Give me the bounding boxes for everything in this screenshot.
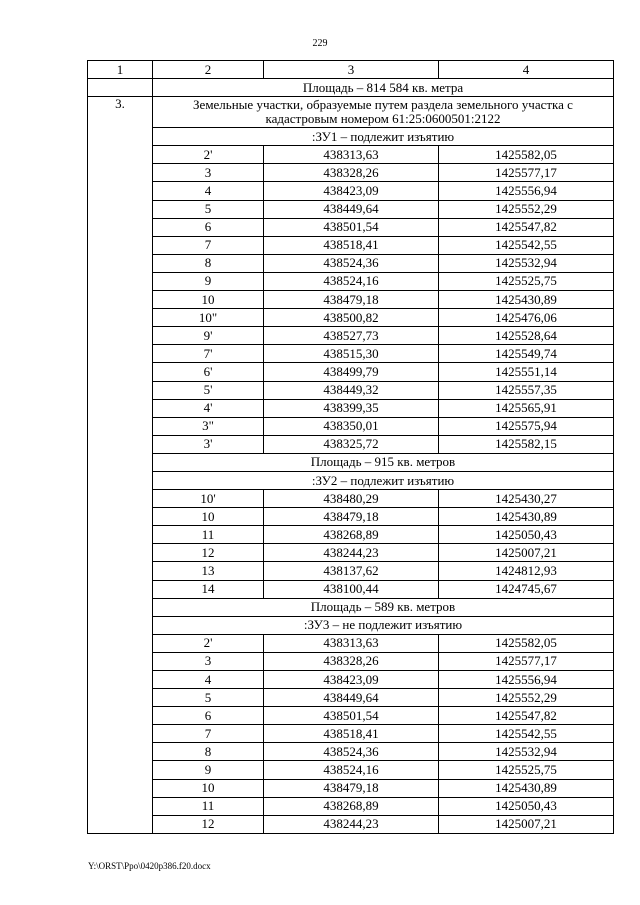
coordinate-y: 1425430,89 xyxy=(439,508,614,526)
coordinate-x: 438479,18 xyxy=(264,508,439,526)
header-col-4: 4 xyxy=(439,61,614,79)
section-area: Площадь – 915 кв. метров xyxy=(153,453,614,471)
coordinate-y: 1425542,55 xyxy=(439,236,614,254)
coordinate-y: 1425577,17 xyxy=(439,164,614,182)
coordinate-x: 438501,54 xyxy=(264,707,439,725)
coordinate-row xyxy=(88,291,614,309)
point-number: 7' xyxy=(153,345,264,363)
coordinate-x: 438524,36 xyxy=(264,743,439,761)
coordinate-x: 438325,72 xyxy=(264,435,439,453)
point-number: 6 xyxy=(153,218,264,236)
point-number: 10' xyxy=(153,490,264,508)
item-description-row xyxy=(88,97,614,128)
coordinate-x: 438449,64 xyxy=(264,689,439,707)
point-number: 6 xyxy=(153,707,264,725)
coordinate-row xyxy=(88,309,614,327)
point-number: 11 xyxy=(153,797,264,815)
coordinate-row xyxy=(88,363,614,381)
coordinate-row xyxy=(88,146,614,164)
coordinates-table-body xyxy=(88,61,614,834)
point-number: 6' xyxy=(153,363,264,381)
point-number: 3" xyxy=(153,417,264,435)
coordinate-row xyxy=(88,327,614,345)
coordinate-y: 1425532,94 xyxy=(439,743,614,761)
coordinate-row xyxy=(88,562,614,580)
coordinate-y: 1425582,15 xyxy=(439,435,614,453)
header-col-3: 3 xyxy=(264,61,439,79)
point-number: 12 xyxy=(153,544,264,562)
point-number: 3 xyxy=(153,652,264,670)
area-row-top xyxy=(88,79,614,97)
coordinate-x: 438244,23 xyxy=(264,544,439,562)
point-number: 7 xyxy=(153,725,264,743)
coordinate-x: 438518,41 xyxy=(264,236,439,254)
coordinate-x: 438350,01 xyxy=(264,417,439,435)
coordinate-y: 1425050,43 xyxy=(439,526,614,544)
coordinate-y: 1425552,29 xyxy=(439,689,614,707)
point-number: 8 xyxy=(153,254,264,272)
coordinate-x: 438501,54 xyxy=(264,218,439,236)
section-title: :ЗУ1 – подлежит изъятию xyxy=(153,128,614,146)
coordinate-x: 438515,30 xyxy=(264,345,439,363)
point-number: 4 xyxy=(153,671,264,689)
point-number: 5 xyxy=(153,689,264,707)
coordinate-y: 1425565,91 xyxy=(439,399,614,417)
coordinate-row xyxy=(88,725,614,743)
point-number: 3 xyxy=(153,164,264,182)
coordinate-row xyxy=(88,381,614,399)
blank-cell xyxy=(88,79,153,97)
coordinate-y: 1425528,64 xyxy=(439,327,614,345)
coordinate-row xyxy=(88,399,614,417)
coordinate-y: 1425547,82 xyxy=(439,707,614,725)
coordinate-row xyxy=(88,797,614,815)
coordinate-row xyxy=(88,544,614,562)
coordinate-x: 438100,44 xyxy=(264,580,439,598)
coordinate-x: 438313,63 xyxy=(264,146,439,164)
header-row xyxy=(88,61,614,79)
coordinate-y: 1425551,14 xyxy=(439,363,614,381)
coordinate-row xyxy=(88,272,614,290)
coordinate-x: 438524,16 xyxy=(264,761,439,779)
coordinate-y: 1425556,94 xyxy=(439,671,614,689)
point-number: 3' xyxy=(153,435,264,453)
point-number: 9' xyxy=(153,327,264,345)
coordinate-row xyxy=(88,218,614,236)
coordinate-y: 1425582,05 xyxy=(439,146,614,164)
coordinate-y: 1425007,21 xyxy=(439,815,614,833)
coordinate-row xyxy=(88,182,614,200)
section-area-row xyxy=(88,598,614,616)
point-number: 2' xyxy=(153,634,264,652)
coordinate-row xyxy=(88,417,614,435)
coordinate-x: 438500,82 xyxy=(264,309,439,327)
point-number: 9 xyxy=(153,761,264,779)
coordinate-row xyxy=(88,689,614,707)
coordinate-row xyxy=(88,164,614,182)
point-number: 11 xyxy=(153,526,264,544)
section-area-row xyxy=(88,453,614,471)
coordinate-y: 1425542,55 xyxy=(439,725,614,743)
coordinate-y: 1425476,06 xyxy=(439,309,614,327)
coordinate-row xyxy=(88,815,614,833)
area-total: Площадь – 814 584 кв. метра xyxy=(153,79,614,97)
point-number: 10 xyxy=(153,291,264,309)
coordinate-row xyxy=(88,779,614,797)
coordinate-x: 438449,64 xyxy=(264,200,439,218)
header-col-1: 1 xyxy=(88,61,153,79)
coordinate-x: 438268,89 xyxy=(264,526,439,544)
coordinate-x: 438328,26 xyxy=(264,164,439,182)
coordinate-x: 438268,89 xyxy=(264,797,439,815)
point-number: 10 xyxy=(153,508,264,526)
section-title-row xyxy=(88,128,614,146)
coordinate-row xyxy=(88,236,614,254)
coordinate-row xyxy=(88,707,614,725)
point-number: 10 xyxy=(153,779,264,797)
point-number: 5 xyxy=(153,200,264,218)
footer-file-path: Y:\ORST\Ppo\0420p386.f20.docx xyxy=(88,861,211,871)
coordinate-row xyxy=(88,743,614,761)
coordinate-row xyxy=(88,671,614,689)
coordinate-x: 438137,62 xyxy=(264,562,439,580)
item-description: Земельные участки, образуемые путем раздела земельного участка с кадастровым номером 61:25:0600501:2122 xyxy=(153,97,614,128)
coordinate-x: 438480,29 xyxy=(264,490,439,508)
coordinate-y: 1425549,74 xyxy=(439,345,614,363)
item-number: 3. xyxy=(88,97,153,834)
coordinate-y: 1424745,67 xyxy=(439,580,614,598)
point-number: 8 xyxy=(153,743,264,761)
coordinate-x: 438524,16 xyxy=(264,272,439,290)
coordinate-x: 438499,79 xyxy=(264,363,439,381)
coordinate-row xyxy=(88,345,614,363)
coordinate-y: 1425577,17 xyxy=(439,652,614,670)
coordinate-x: 438524,36 xyxy=(264,254,439,272)
coordinate-y: 1425050,43 xyxy=(439,797,614,815)
page-number: 229 xyxy=(312,38,328,49)
coordinate-y: 1425582,05 xyxy=(439,634,614,652)
point-number: 4' xyxy=(153,399,264,417)
section-area: Площадь – 589 кв. метров xyxy=(153,598,614,616)
point-number: 10" xyxy=(153,309,264,327)
coordinate-y: 1425525,75 xyxy=(439,761,614,779)
coordinate-x: 438449,32 xyxy=(264,381,439,399)
coordinate-y: 1425430,89 xyxy=(439,291,614,309)
coordinate-row xyxy=(88,634,614,652)
coordinate-x: 438479,18 xyxy=(264,779,439,797)
coordinate-row xyxy=(88,652,614,670)
coordinate-row xyxy=(88,254,614,272)
coordinate-y: 1425532,94 xyxy=(439,254,614,272)
coordinate-y: 1425556,94 xyxy=(439,182,614,200)
coordinate-y: 1425552,29 xyxy=(439,200,614,218)
coordinates-table xyxy=(87,60,614,834)
coordinate-x: 438423,09 xyxy=(264,182,439,200)
section-title-row xyxy=(88,616,614,634)
point-number: 12 xyxy=(153,815,264,833)
coordinate-y: 1425007,21 xyxy=(439,544,614,562)
point-number: 4 xyxy=(153,182,264,200)
section-title: :ЗУ3 – не подлежит изъятию xyxy=(153,616,614,634)
coordinate-row xyxy=(88,526,614,544)
coordinate-y: 1425557,35 xyxy=(439,381,614,399)
coordinate-row xyxy=(88,200,614,218)
coordinate-row xyxy=(88,508,614,526)
coordinate-x: 438328,26 xyxy=(264,652,439,670)
point-number: 5' xyxy=(153,381,264,399)
coordinate-x: 438313,63 xyxy=(264,634,439,652)
coordinate-row xyxy=(88,580,614,598)
coordinate-x: 438399,35 xyxy=(264,399,439,417)
coordinate-y: 1425575,94 xyxy=(439,417,614,435)
coordinate-y: 1425430,89 xyxy=(439,779,614,797)
coordinate-y: 1424812,93 xyxy=(439,562,614,580)
point-number: 9 xyxy=(153,272,264,290)
point-number: 2' xyxy=(153,146,264,164)
point-number: 13 xyxy=(153,562,264,580)
coordinate-row xyxy=(88,490,614,508)
coordinate-x: 438518,41 xyxy=(264,725,439,743)
coordinate-x: 438423,09 xyxy=(264,671,439,689)
coordinate-y: 1425430,27 xyxy=(439,490,614,508)
coordinate-y: 1425525,75 xyxy=(439,272,614,290)
coordinate-row xyxy=(88,435,614,453)
coordinate-x: 438527,73 xyxy=(264,327,439,345)
coordinate-x: 438244,23 xyxy=(264,815,439,833)
section-title-row xyxy=(88,471,614,489)
coordinate-row xyxy=(88,761,614,779)
section-title: :ЗУ2 – подлежит изъятию xyxy=(153,471,614,489)
point-number: 14 xyxy=(153,580,264,598)
coordinate-y: 1425547,82 xyxy=(439,218,614,236)
point-number: 7 xyxy=(153,236,264,254)
coordinate-x: 438479,18 xyxy=(264,291,439,309)
header-col-2: 2 xyxy=(153,61,264,79)
